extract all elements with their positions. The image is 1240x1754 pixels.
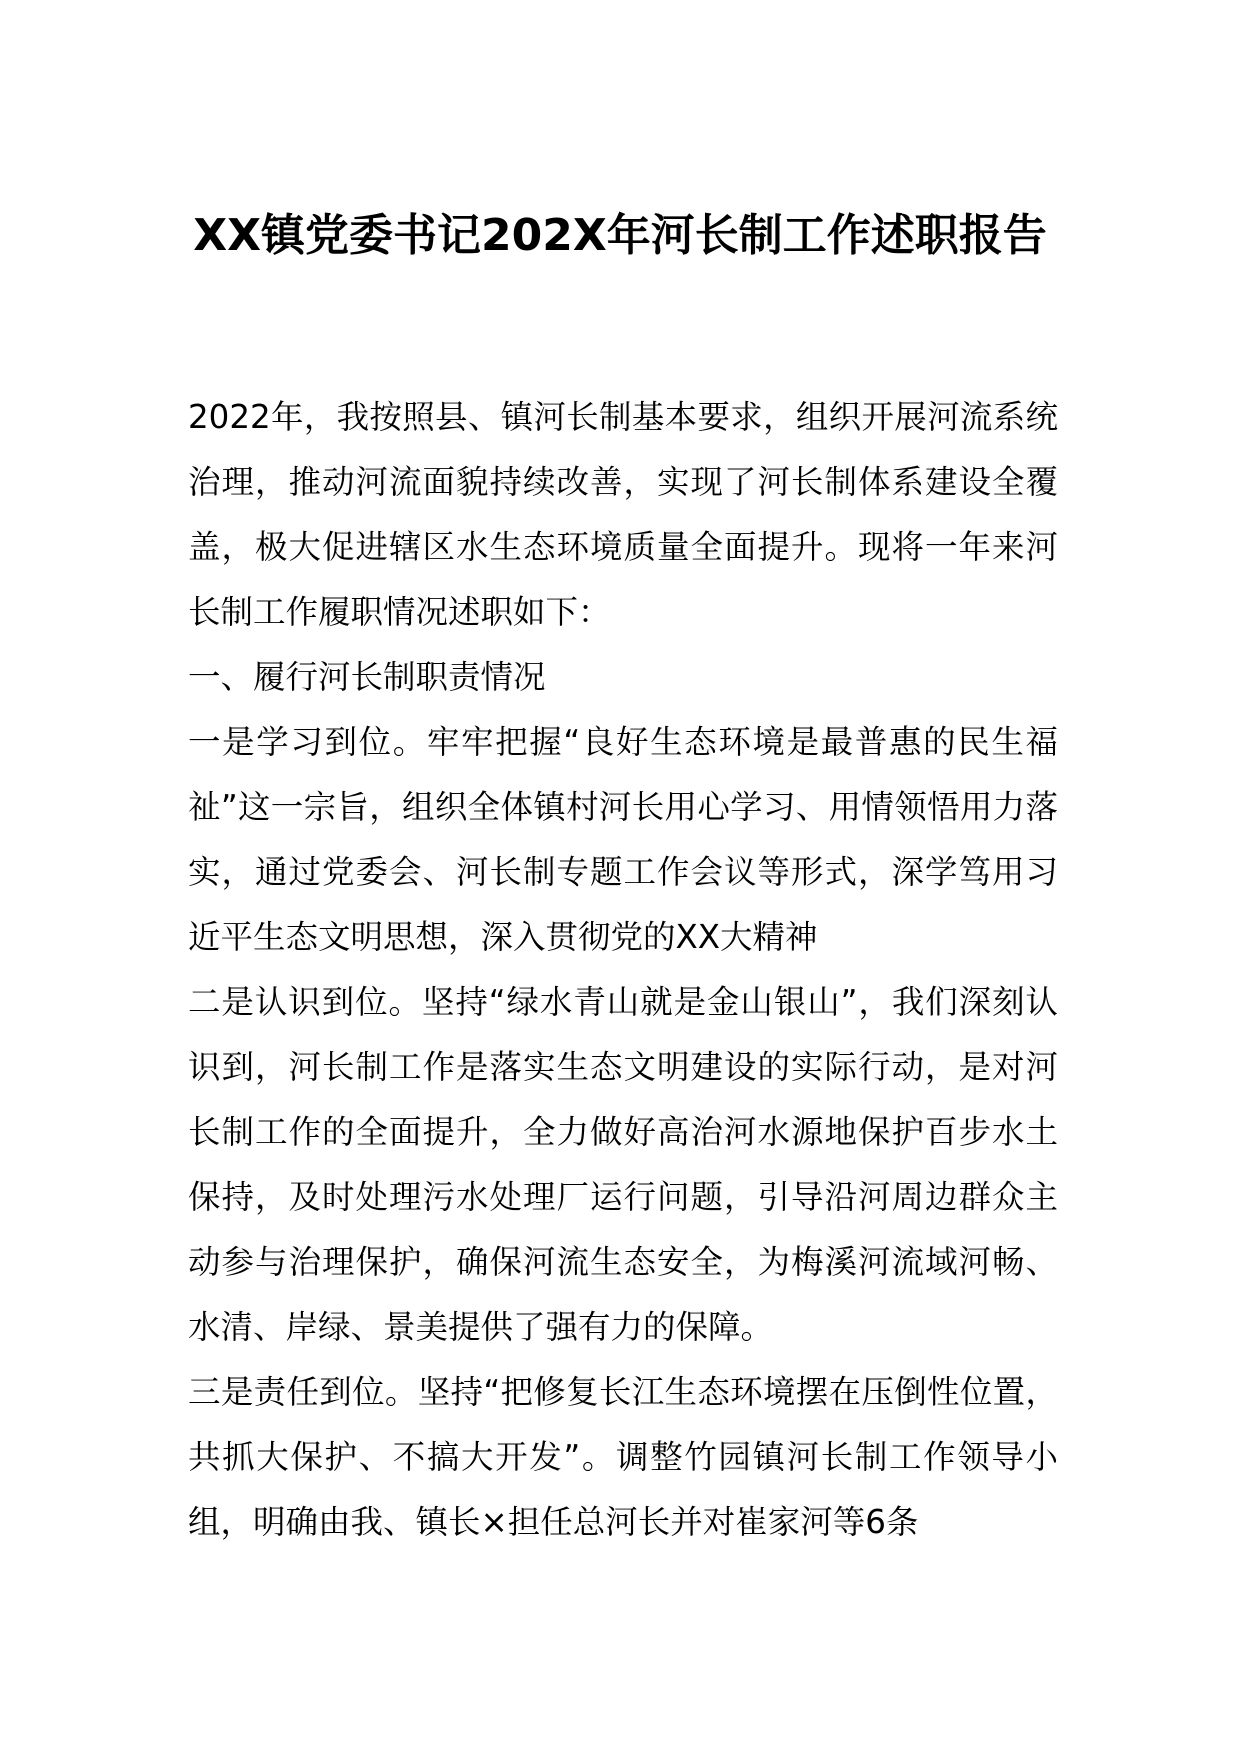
document-body xyxy=(188,385,1058,1555)
paragraph-responsibility: 三是责任到位。坚持“把修复长江生态环境摆在压倒性位置，共抓大保护、不搞大开发”。调整竹园镇河长制工作领导小组，明确由我、镇长×担任总河长并对崔家河等6条 xyxy=(188,1373,1058,1541)
document-title: XX镇党委书记202X年河长制工作述职报告 xyxy=(193,210,1047,261)
paragraph-study: 一是学习到位。牢牢把握“良好生态环境是最普惠的民生福祉”这一宗旨，组织全体镇村河长用心学习、用情领悟用力落实，通过党委会、河长制专题工作会议等形式，深学笃用习近平生态文明思想，深入贯彻党的XX大精神 xyxy=(188,723,1058,956)
paragraph-understanding: 二是认识到位。坚持“绿水青山就是金山银山”，我们深刻认识到，河长制工作是落实生态文明建设的实际行动，是对河长制工作的全面提升，全力做好高治河水源地保护百步水土保持，及时处理污水处理厂运行问题，引导沿河周边群众主动参与治理保护，确保河流生态安全，为梅溪河流域河畅、水清、岸绿、景美提供了强有力的保障。 xyxy=(188,983,1058,1346)
section-heading: 一、履行河长制职责情况 xyxy=(188,658,546,696)
paragraph-intro: 2022年，我按照县、镇河长制基本要求，组织开展河流系统治理，推动河流面貌持续改善，实现了河长制体系建设全覆盖，极大促进辖区水生态环境质量全面提升。现将一年来河长制工作履职情况述职如下： xyxy=(188,398,1058,631)
